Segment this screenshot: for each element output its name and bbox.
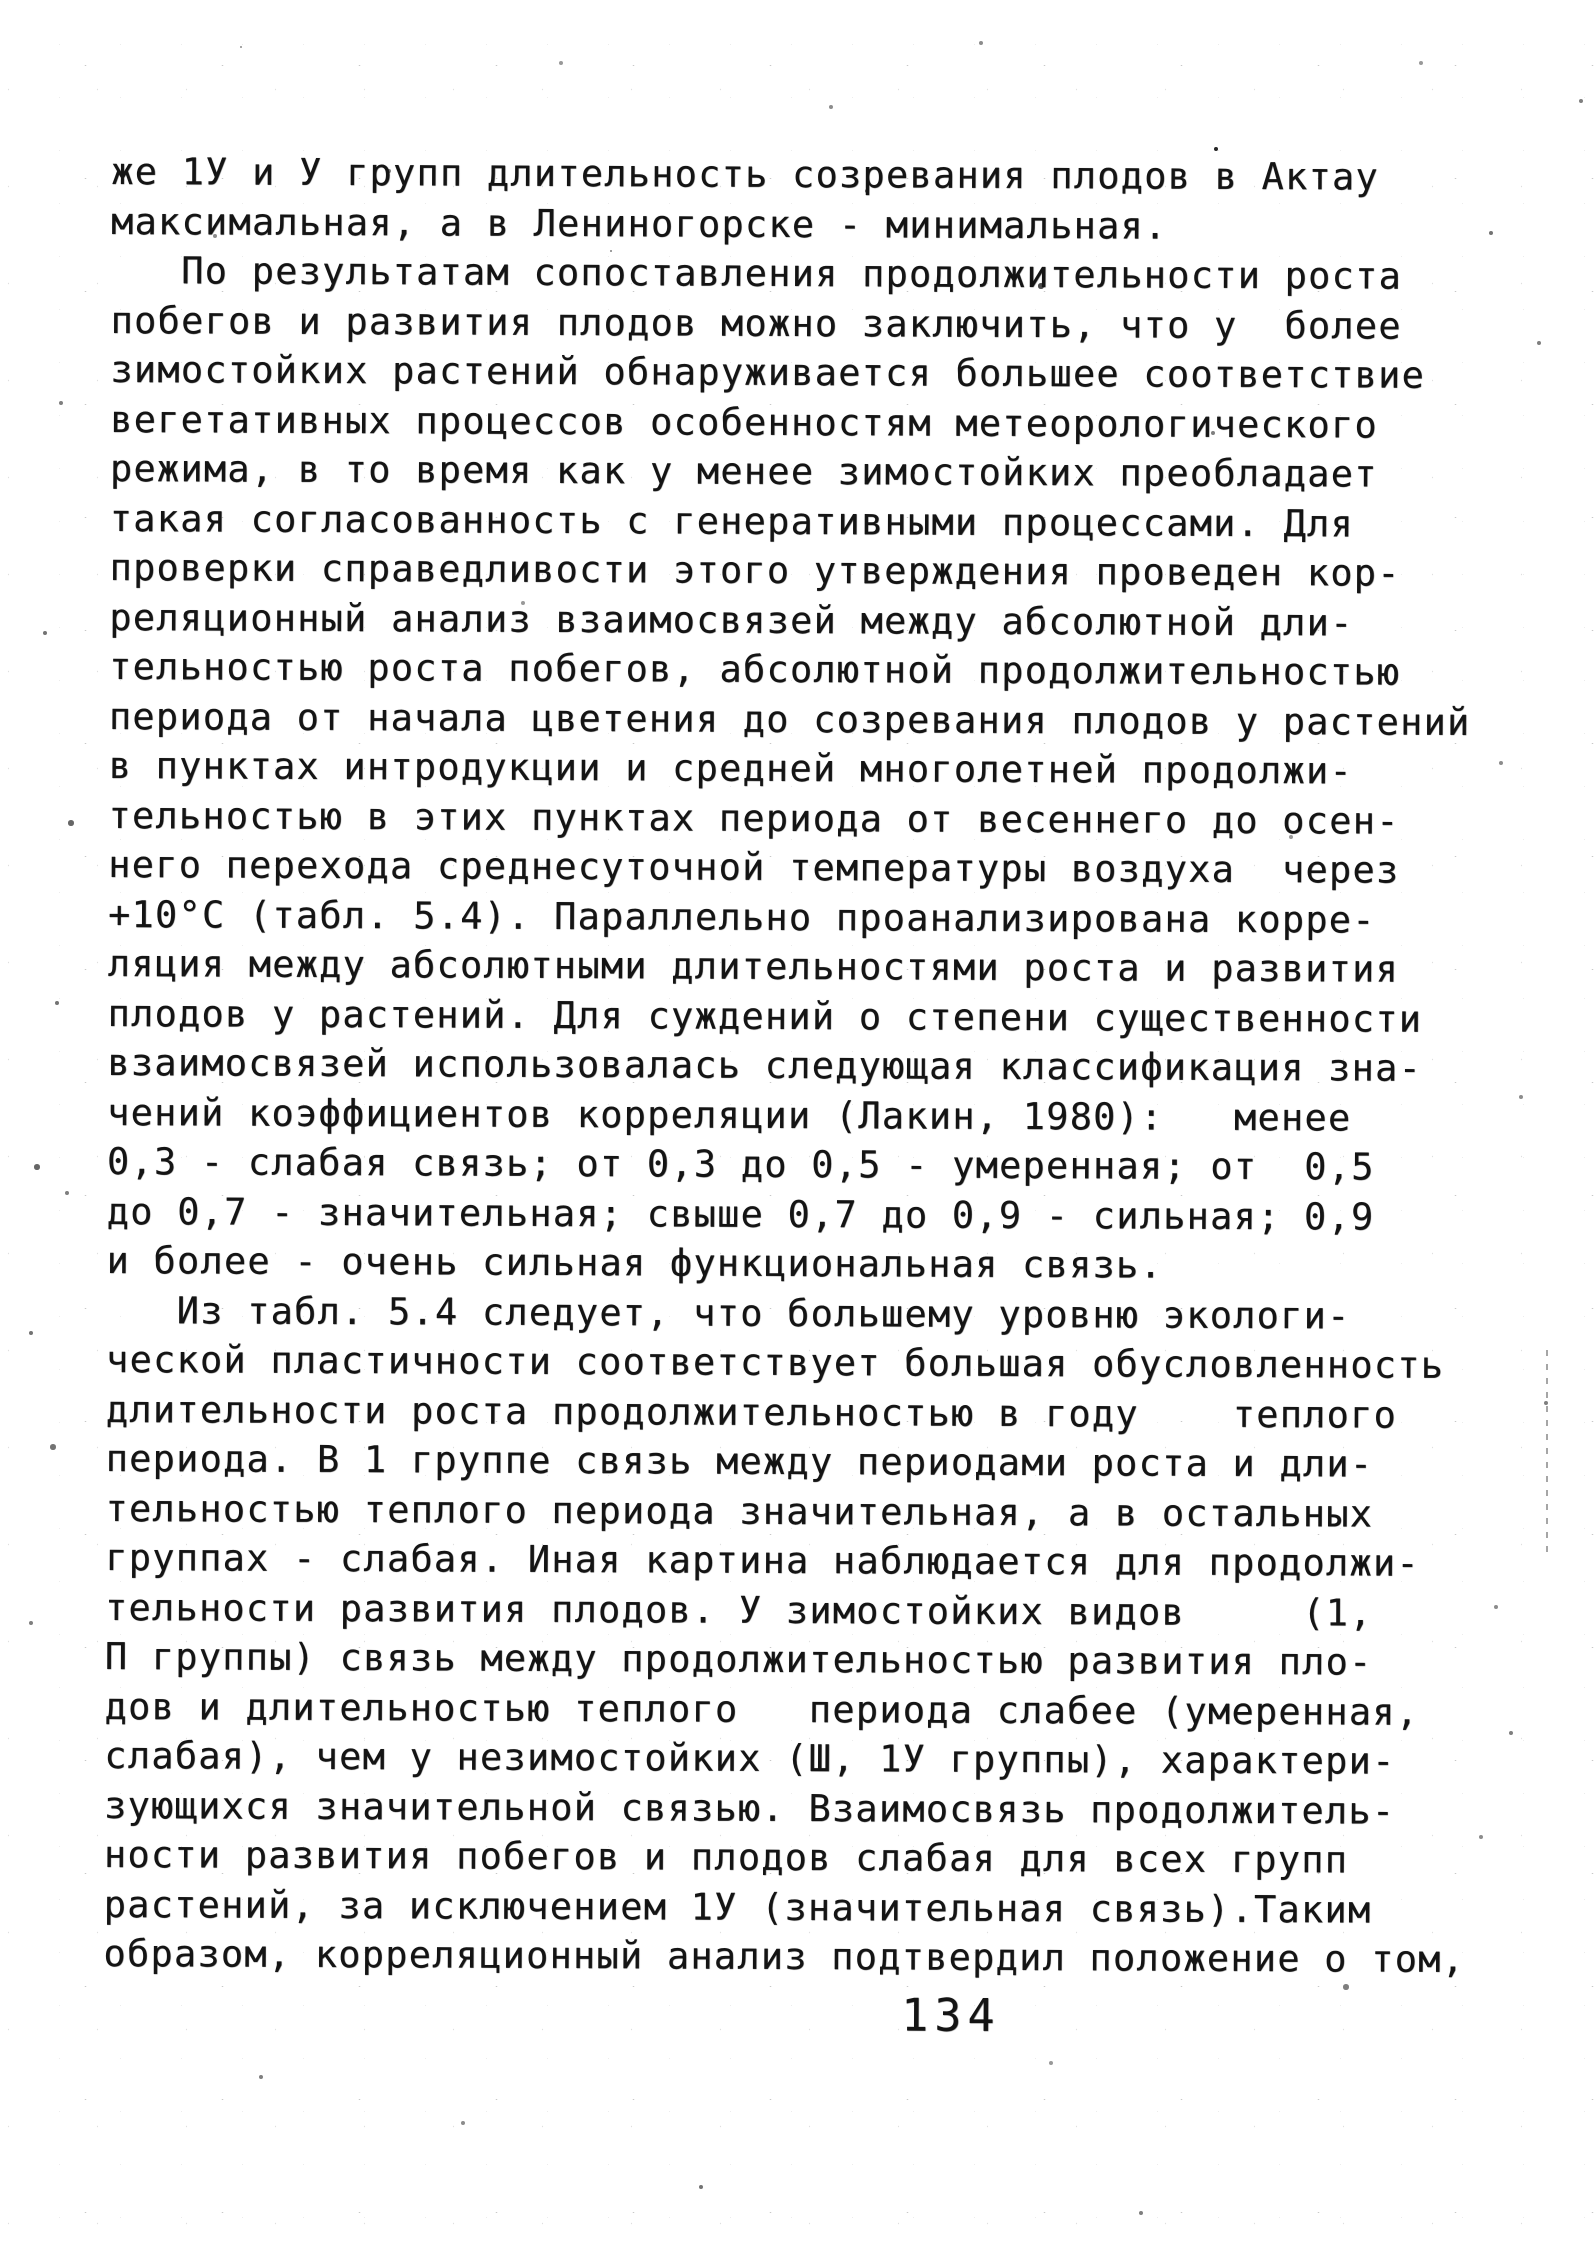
text-line: группах - слабая. Иная картина наблюдается для продолжи- <box>105 1535 1420 1585</box>
text-line: максимальная, а в Лениногорске - минимальная. <box>110 199 1168 248</box>
text-line: него перехода среднесуточной температуры воздуха через <box>108 842 1400 892</box>
text-line: до 0,7 - значительная; свыше 0,7 до 0,9 - сильная; 0,9 <box>106 1189 1375 1239</box>
text-line: тельности развития плодов. У зимостойких видов (1, <box>104 1585 1373 1635</box>
text-line: тельностью роста побегов, абсолютной продолжительностью <box>108 645 1401 694</box>
text-line: длительности роста продолжительностью в году теплого <box>105 1387 1398 1437</box>
text-line: образом, корреляционный анализ подтвердил положение о том, <box>103 1931 1466 1981</box>
text-line: Из табл. 5.4 следует, что большему уровню экологи- <box>106 1288 1351 1337</box>
text-line: 0,3 - слабая связь; от 0,3 до 0,5 - умеренная; от 0,5 <box>106 1139 1375 1189</box>
text-line: же 1У и У групп длительность созревания плодов в Актау <box>111 150 1380 199</box>
text-line: ляция между абсолютными длительностями роста и развития <box>107 941 1400 991</box>
text-line: зимостойких растений обнаруживается большее соответствие <box>110 348 1426 397</box>
text-line: реляционный анализ взаимосвязей между абсолютной дли- <box>109 595 1354 644</box>
text-line: взаимосвязей использовалась следующая классификация зна- <box>107 1040 1423 1090</box>
body-text <box>103 147 1511 1985</box>
text-line: периода. В 1 группе связь между периодами роста и дли- <box>105 1436 1374 1486</box>
text-line: тельностью теплого периода значительная, а в остальных <box>105 1486 1374 1536</box>
text-line: периода от начала цветения до созревания плодов у растений <box>108 694 1471 744</box>
text-line: растений, за исключением 1У (значительная связь).Таким <box>103 1882 1372 1932</box>
text-line: чений коэффициентов корреляции (Лакин, 1980): менее <box>107 1090 1352 1139</box>
text-line: ности развития побегов и плодов слабая для всех групп <box>103 1832 1349 1882</box>
text-line: в пунктах интродукции и средней многолетней продолжи- <box>108 743 1353 793</box>
text-line: По результатам сопоставления продолжительности роста <box>110 249 1403 298</box>
text-line: тельностью в этих пунктах периода от весеннего до осен- <box>108 793 1400 843</box>
text-line: слабая), чем у незимостойких (Ш, 1У группы), характери- <box>104 1733 1396 1783</box>
text-line: +10°С (табл. 5.4). Параллельно проанализирована корре- <box>107 892 1376 942</box>
text-line: П группы) связь между продолжительностью развития пло- <box>104 1634 1373 1684</box>
text-line: такая согласованность с генеративными процессами. Для <box>109 496 1355 545</box>
text-line: плодов у растений. Для суждений о степени существенности <box>107 991 1423 1041</box>
text-line: ческой пластичности соответствует большая обусловленность <box>105 1337 1445 1387</box>
page-number: 134 <box>901 1988 1001 2042</box>
text-line: режима, в то время как у менее зимостойких преобладает <box>109 447 1378 496</box>
text-line: побегов и развития плодов можно заключить, что у более <box>110 298 1402 348</box>
text-line: проверки справедливости этого утверждения проведен кор- <box>109 546 1401 595</box>
text-line: зующихся значительной связью. Взаимосвязь продолжитель- <box>104 1783 1396 1833</box>
text-line: вегетативных процессов особенностям метеорологического <box>110 397 1378 447</box>
text-line: и более - очень сильная функциональная связь. <box>106 1238 1163 1287</box>
text-line: дов и длительностью теплого периода слабее (умеренная, <box>104 1684 1420 1734</box>
